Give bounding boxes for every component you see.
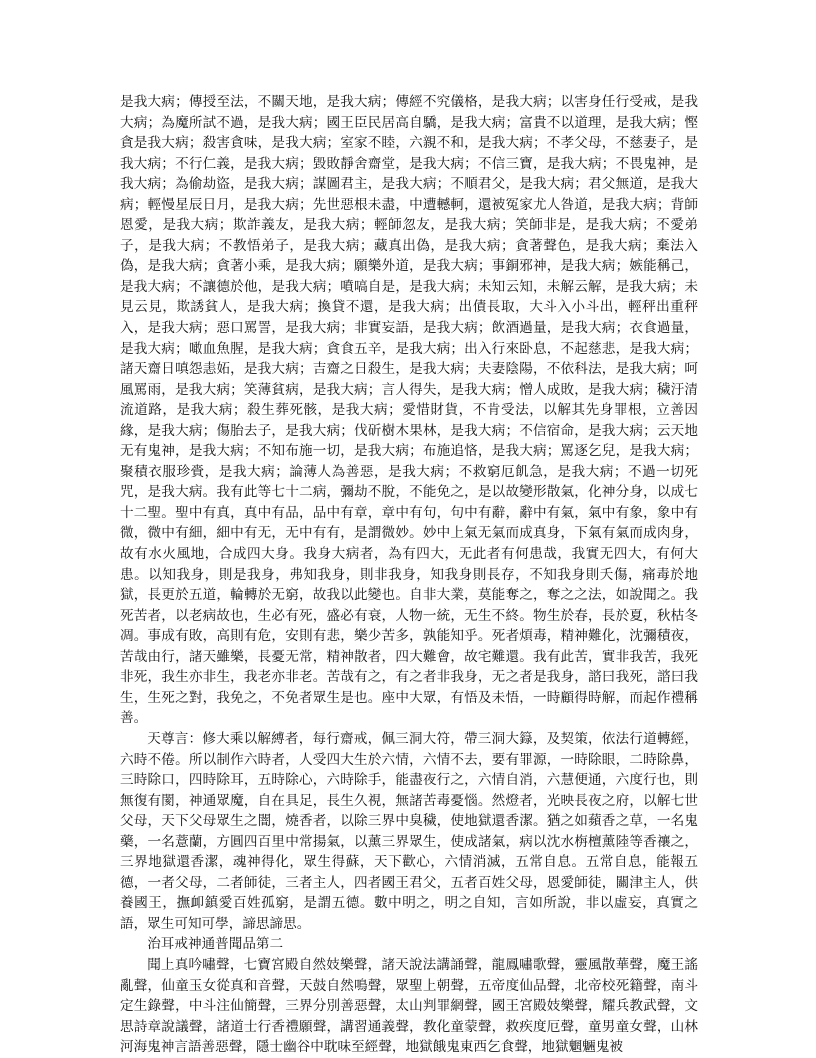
body-paragraph-1: 是我大病；傳授至法，不關天地，是我大病；傳經不究儀格，是我大病；以害身任行受戒，是我大病；為魔所試不過，是我大病；國王臣民居高自驕，是我大病；富貴不以道理，是我大病；慳貪是我大病；殺害貪味，是我大病；室家不睦，六親不和，是我大病；不孝父母，不慈妻子，是我大病；不行仁義，是我大病；毀敗靜舍齋堂，是我大病；不信三寶，是我大病；不畏鬼神，是我大病；為偷劫盜，是我大病；謀圖君主，是我大病；不順君父，是我大病；君父無道，是我大病；輕慢星辰日月，是我大病；先世惡根未盡，中遭轗軻，還被冤家尤人咎道，是我大病；背師恩愛，是我大病；欺詐義友，是我大病；輕師忽友，是我大病；笑師非是，是我大病；不愛弟子，是我大病；不教悟弟子，是我大病；藏真出偽，是我大病；貪著聲色，是我大病；棄法入偽，是我大病；貪著小乘，是我大病；願樂外道，是我大病；事銅邪神，是我大病；嫉能稱己，是我大病；不讓德於他，是我大病；噴嗃自是，是我大病；未知云知，未解云解，是我大病；未見云見，欺誘貧人，是我大病；換貸不還，是我大病；出債長取，大斗入小斗出，輕秤出重秤入，是我大病；惡口罵詈，是我大病；非實妄語，是我大病；飲酒過量，是我大病；衣食過量，是我大病；噉血魚腥，是我大病；貪食五辛，是我大病；出入行來卧息，不起慈悲，是我大病；諸天齋日嗔怨恚妬，是我大病；吉齋之日殺生，是我大病；夫妻陰陽，不依科法，是我大病；呵風罵雨，是我大病；笑薄貧病，是我大病；言人得失，是我大病；憎人成敗，是我大病；穢汙清流道路，是我大病；殺生葬死骸，是我大病；愛惜財貨，不肯受法，以解其先身罪根，立善因緣，是我大病；傷胎去子，是我大病；伐斫樹木果林，是我大病；不信宿命，是我大病；云天地无有鬼神，是我大病；不知布施一切，是我大病；布施追悋，是我大病；罵逐乞兒，是我大病；聚積衣服珍賫，是我大病；論薄人為善惡，是我大病；不救窮厄飢急，是我大病；不過一切死咒，是我大病。我有此等七十二病，彌劫不脫，不能免之，是以故變形散氣，化神分身，以成七十二聖。聖中有真，真中有品，品中有章，章中有句，句中有辭，辭中有氣，氣中有象，象中有微，微中有細，細中有无，无中有有，是謂微妙。妙中上氣无氣而成真身，下氣有氣而成肉身，故有水火風地，合成四大身。我身大病者，為有四大，无此者有何患哉，我實无四大，有何大患。以知我身，則是我身，弗知我身，則非我身，知我身則長存，不知我身則夭傷，痛毒於地獄，長更於五道，輪轉於无窮，故我以此變也。自非大業，莫能奪之，奪之之法，如說聞之。我死苦者，以老病故也，生必有死，盛必有衰，人物一統，无生不終。物生於春，長於夏，秋枯冬凋。事成有敗，高則有危，安則有悲，樂少苦多，孰能知乎。死者煩毒，精神難化，沈彌積夜，苦哉由行，諸天雖樂，長憂无常，精神散者，四大難會，故宅難還。我有此苦，實非我苦，我死非死，我生亦非生，我老亦非老。苦哉有之，有之者非我身，无之者是我身，諮曰我死，諮曰我生，生死之對，我免之，不免者眾生是也。座中大眾，有悟及未悟，一時顧得時解，而起作禮稱善。	[120, 94, 698, 727]
scripture-page	[120, 92, 698, 1058]
chapter-title: 治耳戒神通普聞品第二	[147, 936, 284, 953]
body-paragraph-3: 聞上真吟嘯聲，七寶宮殿自然妓樂聲，諸天說法講誦聲，龍鳳嘯歌聲，靈風散華聲，魔王謠亂聲，仙童玉女從真和音聲，天鼓自然鳴聲，眾聖上朝聲，五帝度仙品聲，北帝校死籍聲，南斗定生錄聲，中斗注仙簡聲，三界分別善惡聲，太山判罪網聲，國王宮殿妓樂聲，耀兵教武聲，文思詩章說議聲，諸道士行香禮願聲，講習通義聲，教化童蒙聲，救疾度厄聲，童男童女聲，山林河海鬼神言語善惡聲，隱士幽谷中耽味至經聲，地獄餓鬼東西乞食聲，地獄魍魎鬼被	[120, 956, 698, 1056]
body-paragraph-2: 天尊言：修大乘以解縛者，每行齋戒，佩三洞大符，帶三洞大籙，及契策，依法行道轉經，六時不倦。所以制作六時者，人受四大生於六情，六情不去，要有罪源，一時除眼，二時除鼻，三時除口，四時除耳，五時除心，六時除手，能盡夜行之，六情自消，六慧便通，六度行也，則無復有閡，神通眾魔，自在具足，長生久視，無諸苦毒憂惱。然燈者，光映長夜之府，以解七世父母，天下父母眾生之闇，燒香者，以除三界中臭穢，使地獄還香潔。猶之如蘋香之草，一名鬼藥，一名薏蘭，方圓四百里中常揚氣，以薰三界眾生，使成諸氣，病以沈水栴檀薰陸等香禳之，三界地獄還香潔，魂神得化，眾生得蘇，天下歡心，六情消滅，五常自息。五常自息，能報五德，一者父母，二者師徒，三者主人，四者國王君父，五者百姓父母，恩愛師徒，關津主人，供養國王，撫卹鎮愛百姓孤窮，是謂五德。數中明之，明之自知，言如所說，非以虛妄，真實之語，眾生可知可學，諦思諦思。	[120, 730, 698, 932]
